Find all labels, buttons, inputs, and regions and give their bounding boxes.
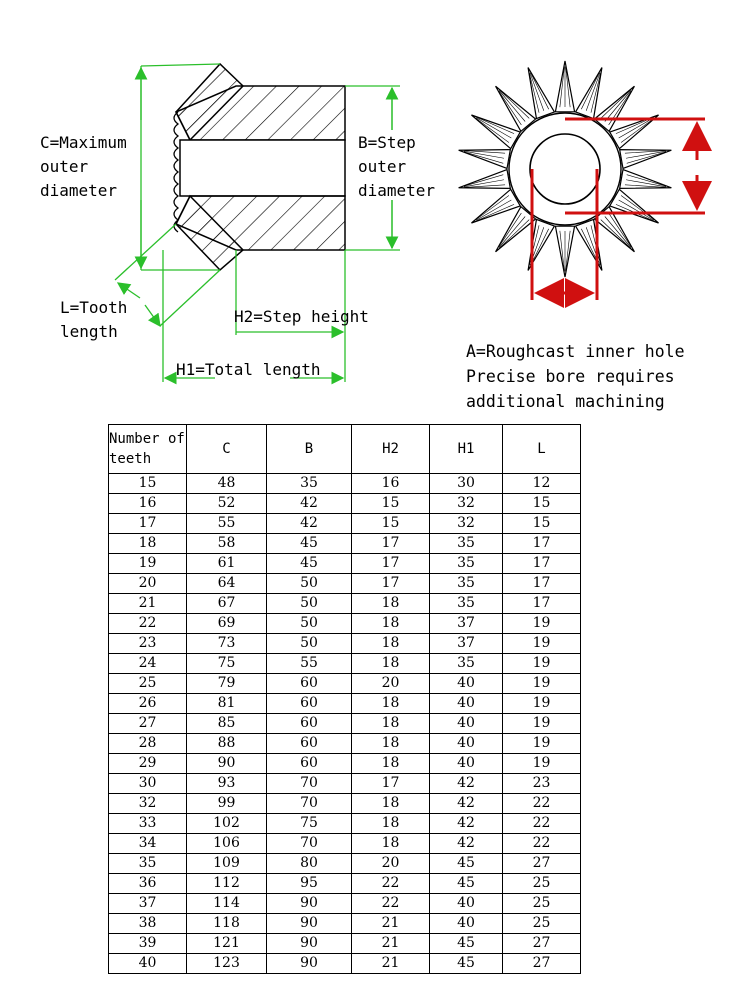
table-cell: 17 <box>503 574 581 594</box>
table-cell: 22 <box>503 814 581 834</box>
table-cell: 40 <box>430 674 503 694</box>
table-cell: 61 <box>187 554 267 574</box>
table-cell: 75 <box>187 654 267 674</box>
table-cell: 27 <box>109 714 187 734</box>
table-cell: 40 <box>430 754 503 774</box>
table-cell: 19 <box>503 674 581 694</box>
table-cell: 25 <box>503 894 581 914</box>
table-cell: 19 <box>503 734 581 754</box>
table-cell: 95 <box>267 874 352 894</box>
table-cell: 50 <box>267 634 352 654</box>
table-cell: 30 <box>109 774 187 794</box>
table-cell: 45 <box>430 954 503 974</box>
table-cell: 17 <box>352 554 430 574</box>
table-cell: 20 <box>352 674 430 694</box>
table-row <box>109 794 581 814</box>
table-cell: 25 <box>503 874 581 894</box>
table-cell: 50 <box>267 594 352 614</box>
table-cell: 50 <box>267 614 352 634</box>
table-cell: 37 <box>430 634 503 654</box>
table-cell: 90 <box>267 954 352 974</box>
table-cell: 24 <box>109 654 187 674</box>
table-cell: 45 <box>267 534 352 554</box>
table-row <box>109 694 581 714</box>
table-cell: 20 <box>352 854 430 874</box>
table-cell: 18 <box>352 694 430 714</box>
table-cell: 17 <box>109 514 187 534</box>
table-row <box>109 854 581 874</box>
table-cell: 73 <box>187 634 267 654</box>
table-row <box>109 494 581 514</box>
table-cell: 55 <box>267 654 352 674</box>
table-cell: 32 <box>109 794 187 814</box>
header-c: C <box>187 425 267 474</box>
table-cell: 22 <box>352 894 430 914</box>
header-number-of-teeth: Number of teeth <box>109 425 187 474</box>
table-cell: 16 <box>109 494 187 514</box>
table-cell: 109 <box>187 854 267 874</box>
table-cell: 23 <box>109 634 187 654</box>
h2-label: H2=Step height <box>234 307 369 326</box>
table-cell: 42 <box>430 814 503 834</box>
table-cell: 60 <box>267 734 352 754</box>
table-cell: 45 <box>430 874 503 894</box>
table-cell: 35 <box>430 554 503 574</box>
table-cell: 22 <box>503 834 581 854</box>
table-cell: 114 <box>187 894 267 914</box>
table-cell: 35 <box>430 594 503 614</box>
gear-inner-hole <box>530 134 600 204</box>
table-cell: 19 <box>503 654 581 674</box>
table-cell: 60 <box>267 674 352 694</box>
table-row <box>109 834 581 854</box>
table-cell: 60 <box>267 754 352 774</box>
table-cell: 19 <box>109 554 187 574</box>
table-cell: 60 <box>267 694 352 714</box>
table-cell: 67 <box>187 594 267 614</box>
table-cell: 18 <box>352 834 430 854</box>
table-cell: 18 <box>109 534 187 554</box>
table-cell: 112 <box>187 874 267 894</box>
table-cell: 69 <box>187 614 267 634</box>
table-cell: 15 <box>352 514 430 534</box>
table-cell: 30 <box>430 474 503 494</box>
table-row <box>109 934 581 954</box>
table-row <box>109 634 581 654</box>
table-row <box>109 914 581 934</box>
table-cell: 25 <box>503 914 581 934</box>
table-cell: 18 <box>352 654 430 674</box>
table-cell: 42 <box>430 794 503 814</box>
table-row <box>109 554 581 574</box>
table-cell: 40 <box>430 714 503 734</box>
table-cell: 90 <box>267 914 352 934</box>
table-cell: 90 <box>267 894 352 914</box>
table-cell: 18 <box>352 634 430 654</box>
table-cell: 42 <box>430 834 503 854</box>
table-row <box>109 614 581 634</box>
table-cell: 26 <box>109 694 187 714</box>
table-cell: 19 <box>503 634 581 654</box>
table-cell: 42 <box>430 774 503 794</box>
table-cell: 75 <box>267 814 352 834</box>
table-row <box>109 774 581 794</box>
table-row <box>109 674 581 694</box>
table-cell: 27 <box>503 934 581 954</box>
table-cell: 18 <box>352 814 430 834</box>
table-cell: 27 <box>503 954 581 974</box>
table-row <box>109 814 581 834</box>
table-cell: 21 <box>352 914 430 934</box>
table-cell: 60 <box>267 714 352 734</box>
table-cell: 21 <box>352 954 430 974</box>
table-cell: 79 <box>187 674 267 694</box>
table-cell: 28 <box>109 734 187 754</box>
table-cell: 50 <box>267 574 352 594</box>
table-cell: 39 <box>109 934 187 954</box>
table-cell: 15 <box>503 494 581 514</box>
table-cell: 40 <box>430 894 503 914</box>
table-cell: 70 <box>267 834 352 854</box>
table-cell: 40 <box>430 694 503 714</box>
table-cell: 81 <box>187 694 267 714</box>
table-cell: 88 <box>187 734 267 754</box>
table-cell: 36 <box>109 874 187 894</box>
table-cell: 93 <box>187 774 267 794</box>
table-cell: 15 <box>503 514 581 534</box>
table-cell: 121 <box>187 934 267 954</box>
table-row <box>109 654 581 674</box>
header-h1: H1 <box>430 425 503 474</box>
table-cell: 52 <box>187 494 267 514</box>
table-cell: 17 <box>503 534 581 554</box>
table-cell: 58 <box>187 534 267 554</box>
h1-label: H1=Total length <box>176 360 321 379</box>
table-cell: 18 <box>352 614 430 634</box>
table-row <box>109 874 581 894</box>
table-cell: 90 <box>187 754 267 774</box>
table-cell: 22 <box>352 874 430 894</box>
table-cell: 35 <box>430 574 503 594</box>
table-row <box>109 734 581 754</box>
header-l: L <box>503 425 581 474</box>
c-label: C=Maximum outer diameter <box>40 133 127 200</box>
table-cell: 12 <box>503 474 581 494</box>
table-cell: 15 <box>109 474 187 494</box>
table-cell: 70 <box>267 774 352 794</box>
table-cell: 90 <box>267 934 352 954</box>
table-cell: 45 <box>267 554 352 574</box>
table-cell: 35 <box>267 474 352 494</box>
table-cell: 20 <box>109 574 187 594</box>
header-h2: H2 <box>352 425 430 474</box>
table-cell: 40 <box>430 914 503 934</box>
gear-spec-table <box>108 424 581 974</box>
table-cell: 18 <box>352 754 430 774</box>
table-cell: 48 <box>187 474 267 494</box>
table-cell: 37 <box>430 614 503 634</box>
l-label: L=Tooth length <box>60 298 128 341</box>
table-header-row <box>109 425 581 474</box>
table-cell: 22 <box>503 794 581 814</box>
table-cell: 18 <box>352 594 430 614</box>
table-cell: 35 <box>430 534 503 554</box>
table-row <box>109 714 581 734</box>
table-cell: 42 <box>267 514 352 534</box>
table-cell: 17 <box>352 534 430 554</box>
table-cell: 55 <box>187 514 267 534</box>
table-cell: 21 <box>352 934 430 954</box>
table-cell: 21 <box>109 594 187 614</box>
table-row <box>109 574 581 594</box>
table-cell: 27 <box>503 854 581 874</box>
table-cell: 17 <box>503 594 581 614</box>
table-cell: 45 <box>430 934 503 954</box>
b-label: B=Step outer diameter <box>358 133 436 200</box>
table-cell: 35 <box>109 854 187 874</box>
table-cell: 70 <box>267 794 352 814</box>
table-row <box>109 594 581 614</box>
table-cell: 15 <box>352 494 430 514</box>
table-cell: 38 <box>109 914 187 934</box>
a-label: A=Roughcast inner hole Precise bore requires additional machining <box>466 342 685 411</box>
table-cell: 123 <box>187 954 267 974</box>
table-cell: 22 <box>109 614 187 634</box>
table-cell: 118 <box>187 914 267 934</box>
table-cell: 37 <box>109 894 187 914</box>
table-cell: 18 <box>352 714 430 734</box>
table-cell: 29 <box>109 754 187 774</box>
table-cell: 64 <box>187 574 267 594</box>
table-cell: 106 <box>187 834 267 854</box>
table-cell: 34 <box>109 834 187 854</box>
table-cell: 18 <box>352 794 430 814</box>
table-cell: 16 <box>352 474 430 494</box>
table-cell: 45 <box>430 854 503 874</box>
table-cell: 17 <box>503 554 581 574</box>
table-row <box>109 754 581 774</box>
table-cell: 40 <box>430 734 503 754</box>
table-row <box>109 474 581 494</box>
table-cell: 23 <box>503 774 581 794</box>
table-cell: 17 <box>352 774 430 794</box>
table-row <box>109 534 581 554</box>
table-cell: 85 <box>187 714 267 734</box>
header-b: B <box>267 425 352 474</box>
table-row <box>109 954 581 974</box>
table-cell: 35 <box>430 654 503 674</box>
table-row <box>109 514 581 534</box>
table-cell: 18 <box>352 734 430 754</box>
table-cell: 19 <box>503 694 581 714</box>
table-cell: 19 <box>503 614 581 634</box>
table-cell: 19 <box>503 754 581 774</box>
table-cell: 32 <box>430 514 503 534</box>
table-cell: 32 <box>430 494 503 514</box>
table-cell: 19 <box>503 714 581 734</box>
table-cell: 42 <box>267 494 352 514</box>
table-cell: 102 <box>187 814 267 834</box>
table-cell: 33 <box>109 814 187 834</box>
table-cell: 25 <box>109 674 187 694</box>
table-cell: 17 <box>352 574 430 594</box>
table-cell: 99 <box>187 794 267 814</box>
table-cell: 40 <box>109 954 187 974</box>
table-row <box>109 894 581 914</box>
table-cell: 80 <box>267 854 352 874</box>
